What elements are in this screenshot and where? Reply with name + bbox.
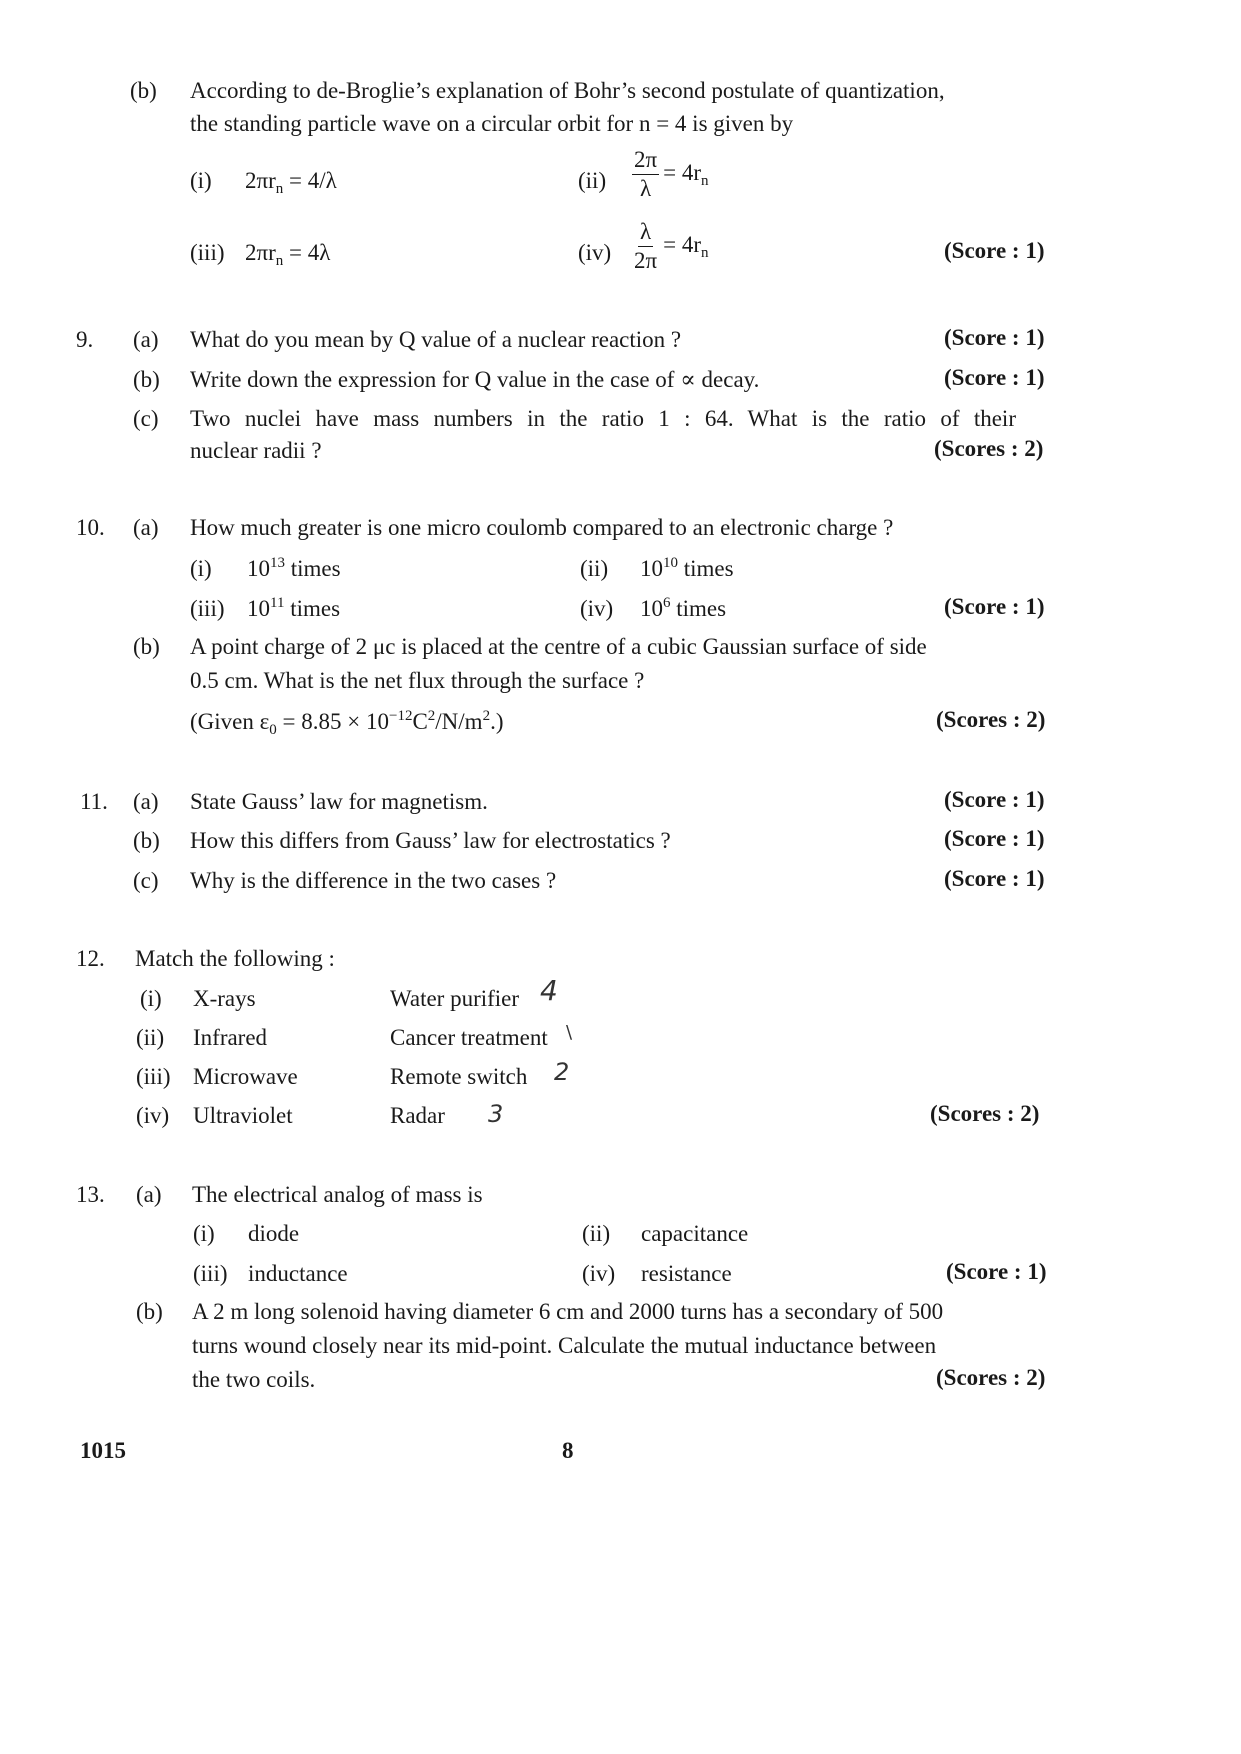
q9c-text-line1: Two nuclei have mass numbers in the ratio 1 : 64. What is the ratio of their xyxy=(190,406,1016,431)
q10a-opt-iv: $10^6$ times xyxy=(640,595,727,621)
q13a-opt-iii-label: (iii) xyxy=(193,1261,228,1286)
q8b-text-line2: the standing particle wave on a circular orbit for n = 4 is given by xyxy=(190,111,794,136)
q13a-opt-ii: capacitance xyxy=(641,1221,749,1246)
q11a-score: (Score : 1) xyxy=(944,787,1045,812)
q9c-label: (c) xyxy=(133,406,159,431)
q10a-opt-iii: $10^{11}$ times xyxy=(247,595,341,621)
q10b-label: (b) xyxy=(133,634,160,659)
q10a-opt-iv-label: (iv) xyxy=(580,596,614,621)
q8b-opt-ii: $\frac{2\pi}{\lambda}$ = $4r_n$ xyxy=(634,147,709,202)
q9-number: 9. xyxy=(76,327,94,352)
q13a-score: (Score : 1) xyxy=(946,1259,1047,1284)
q12-row-left: Ultraviolet xyxy=(193,1103,293,1128)
q9b-score: (Score : 1) xyxy=(944,365,1045,390)
q12-row-right: Water purifier xyxy=(390,986,520,1011)
q10a-opt-iii-label: (iii) xyxy=(190,596,225,621)
q12-row-right: Cancer treatment xyxy=(390,1025,548,1050)
q11b-text: How this differs from Gauss’ law for electrostatics ? xyxy=(190,828,671,853)
q11c-label: (c) xyxy=(133,868,159,893)
page-number: 8 xyxy=(562,1438,574,1463)
q12-row-label: (iv) xyxy=(136,1103,170,1128)
q10a-text: How much greater is one micro coulomb compared to an electronic charge ? xyxy=(190,515,894,540)
q12-row-left: Infrared xyxy=(193,1025,268,1050)
q13b-line1: A 2 m long solenoid having diameter 6 cm and 2000 turns has a secondary of 500 xyxy=(192,1299,944,1324)
q13b-line3: the two coils. xyxy=(192,1367,316,1392)
handwritten-mark: 3 xyxy=(488,1100,504,1128)
q12-title: Match the following : xyxy=(135,946,335,971)
q12-row-right: Remote switch xyxy=(390,1064,528,1089)
q9b-label: (b) xyxy=(133,367,160,392)
q8b-opt-iv: $\frac{\lambda}{2\pi}$ = $4r_n$ xyxy=(634,219,709,274)
q10b-line2: 0.5 cm. What is the net flux through the surface ? xyxy=(190,668,645,693)
q13a-text: The electrical analog of mass is xyxy=(192,1182,483,1207)
q13a-opt-iii: inductance xyxy=(248,1261,348,1286)
q11b-label: (b) xyxy=(133,828,160,853)
q8b-opt-i: $2\pi r_n = 4/\lambda$ xyxy=(245,168,337,197)
q9c-text-line2: nuclear radii ? xyxy=(190,438,322,463)
q13a-opt-i-label: (i) xyxy=(193,1221,215,1246)
q10a-opt-i: $10^{13}$ times xyxy=(247,555,341,581)
q10b-score: (Scores : 2) xyxy=(936,707,1046,732)
q13a-label: (a) xyxy=(136,1182,162,1207)
q10a-opt-ii-label: (ii) xyxy=(580,556,609,581)
q8b-opt-ii-label: (ii) xyxy=(578,168,607,193)
q9a-label: (a) xyxy=(133,327,159,352)
q13b-line2: turns wound closely near its mid-point. Calculate the mutual inductance between xyxy=(192,1333,937,1358)
q12-row-right: Radar xyxy=(390,1103,445,1128)
q10-number: 10. xyxy=(76,515,105,540)
q12-number: 12. xyxy=(76,946,105,971)
q13-number: 13. xyxy=(76,1182,105,1207)
q9b-text: Write down the expression for Q value in the case of ∝ decay. xyxy=(190,367,760,392)
q10a-opt-ii: $10^{10}$ times xyxy=(640,555,734,581)
q9a-score: (Score : 1) xyxy=(944,325,1045,350)
q13a-opt-iv-label: (iv) xyxy=(582,1261,616,1286)
q11a-text: State Gauss’ law for magnetism. xyxy=(190,789,488,814)
q12-row-left: X-rays xyxy=(193,986,256,1011)
paper-code: 1015 xyxy=(80,1438,126,1463)
q10a-label: (a) xyxy=(133,515,159,540)
q8b-opt-i-label: (i) xyxy=(190,168,212,193)
q11a-label: (a) xyxy=(133,789,159,814)
q8b-label: (b) xyxy=(130,78,157,103)
q11-number: 11. xyxy=(80,789,108,814)
q8b-opt-iii-label: (iii) xyxy=(190,240,225,265)
handwritten-mark: 4 xyxy=(540,974,558,1007)
q9a-text: What do you mean by Q value of a nuclear reaction ? xyxy=(190,327,682,352)
q12-row-label: (i) xyxy=(140,986,162,1011)
q10b-given: (Given $\varepsilon_0 = 8.85 \times 10^{-12}C^2/N/m^2$.) xyxy=(190,708,504,738)
q11b-score: (Score : 1) xyxy=(944,826,1045,851)
q9c-score: (Scores : 2) xyxy=(934,436,1044,461)
q13b-score: (Scores : 2) xyxy=(936,1365,1046,1390)
q8b-text-line1: According to de-Broglie’s explanation of Bohr’s second postulate of quantization, xyxy=(190,78,945,103)
q8b-score: (Score : 1) xyxy=(944,238,1045,263)
q13a-opt-ii-label: (ii) xyxy=(582,1221,611,1246)
q10b-line1: A point charge of 2 μc is placed at the centre of a cubic Gaussian surface of side xyxy=(190,634,927,659)
q8b-opt-iv-label: (iv) xyxy=(578,240,612,265)
q12-score: (Scores : 2) xyxy=(930,1101,1040,1126)
q12-row-label: (iii) xyxy=(136,1064,171,1089)
q13a-opt-i: diode xyxy=(248,1221,300,1246)
q11c-score: (Score : 1) xyxy=(944,866,1045,891)
q8b-opt-iii: $2\pi r_n = 4\lambda$ xyxy=(245,240,331,269)
q12-row-label: (ii) xyxy=(136,1025,165,1050)
q13b-label: (b) xyxy=(136,1299,163,1324)
q11c-text: Why is the difference in the two cases ? xyxy=(190,868,557,893)
q10a-score: (Score : 1) xyxy=(944,594,1045,619)
handwritten-mark: \ xyxy=(566,1022,573,1043)
handwritten-mark: 2 xyxy=(554,1058,570,1086)
q12-row-left: Microwave xyxy=(193,1064,298,1089)
q10a-opt-i-label: (i) xyxy=(190,556,212,581)
q13a-opt-iv: resistance xyxy=(641,1261,732,1286)
